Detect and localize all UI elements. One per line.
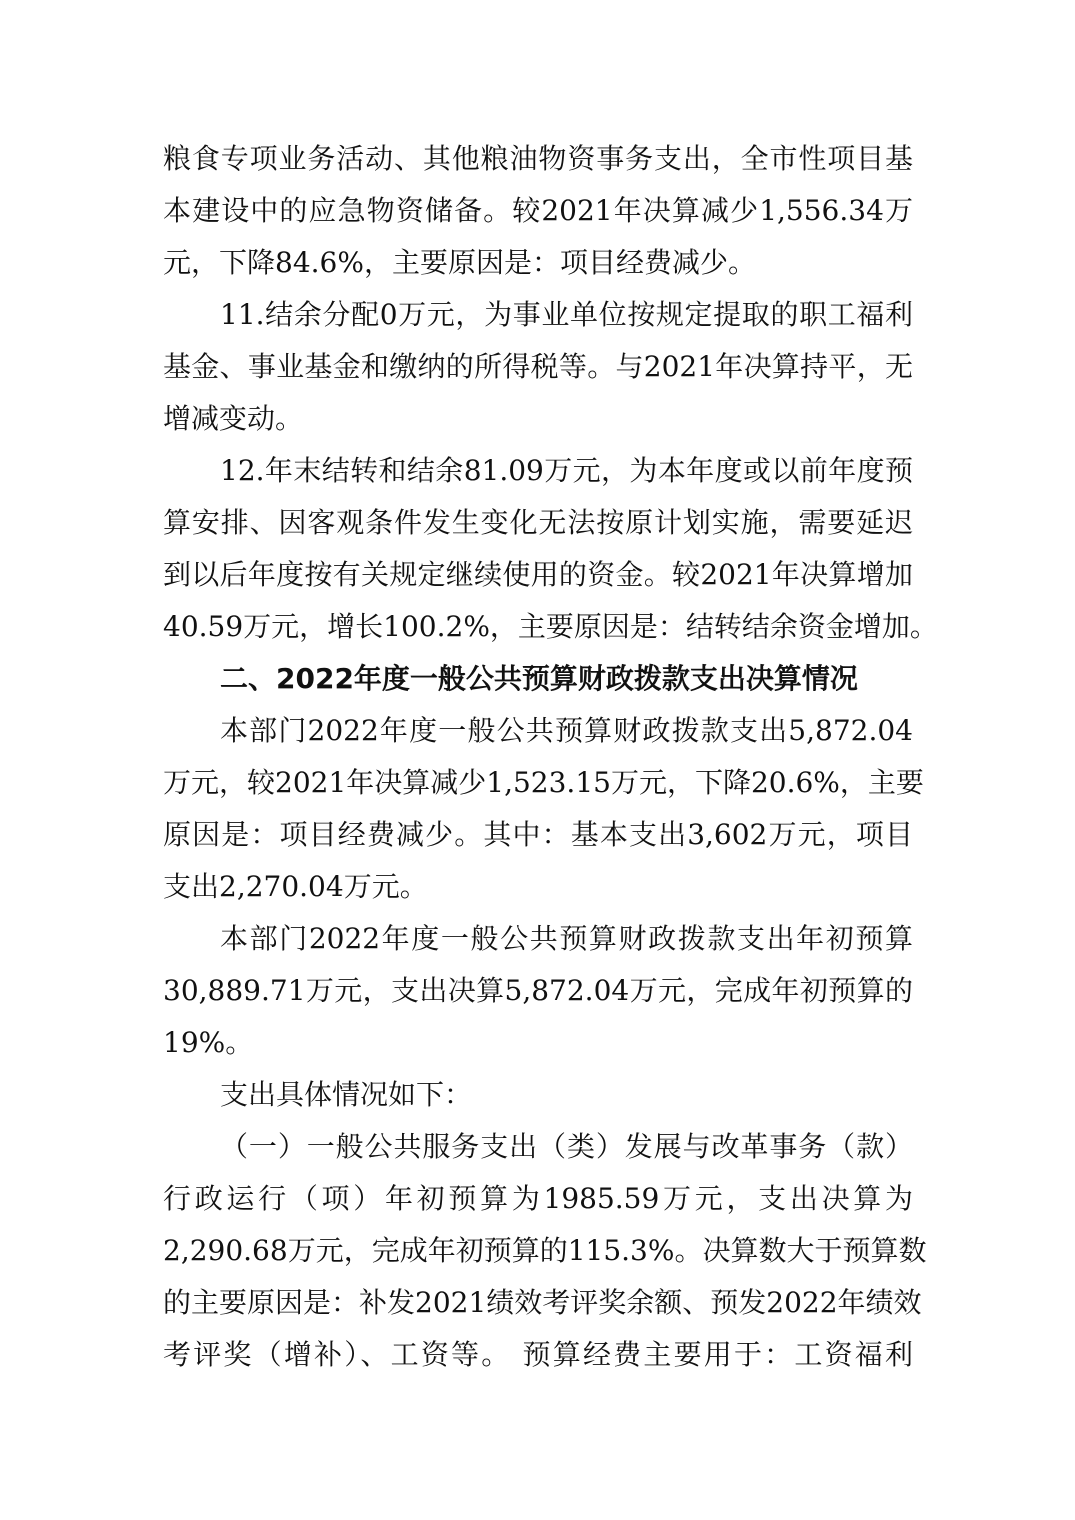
paragraph-line: 支出2,270.04万元。: [163, 870, 428, 903]
section-heading: 二、2022年度一般公共预算财政拨款支出决算情况: [220, 662, 858, 695]
paragraph-line: 支出具体情况如下：: [220, 1078, 473, 1111]
paragraph-line: 算安排、因客观条件发生变化无法按原计划实施，需要延迟: [163, 506, 913, 539]
paragraph-line: 的主要原因是：补发2021绩效考评奖余额、预发2022年绩效: [163, 1286, 922, 1319]
paragraph-line: 增减变动。: [163, 402, 304, 435]
paragraph-line: 基金、事业基金和缴纳的所得税等。与2021年决算持平，无: [163, 350, 913, 383]
paragraph-line: 本部门2022年度一般公共预算财政拨款支出年初预算: [220, 922, 913, 955]
paragraph-line: 本部门2022年度一般公共预算财政拨款支出5,872.04: [220, 714, 913, 747]
paragraph-line: 万元，较2021年决算减少1,523.15万元，下降20.6%，主要: [163, 766, 924, 799]
paragraph-line: 40.59万元，增长100.2%，主要原因是：结转结余资金增加。: [163, 610, 938, 643]
paragraph-line: 粮食专项业务活动、其他粮油物资事务支出，全市性项目基: [163, 142, 913, 175]
paragraph-line: 11.结余分配0万元，为事业单位按规定提取的职工福利: [220, 298, 913, 331]
paragraph-line: （一）一般公共服务支出（类）发展与改革事务（款）: [220, 1130, 913, 1163]
paragraph-line: 本建设中的应急物资储备。较2021年决算减少1,556.34万: [163, 194, 913, 227]
paragraph-line: 行政运行（项）年初预算为1985.59万元，支出决算为: [163, 1182, 913, 1215]
paragraph-line: 12.年末结转和结余81.09万元，为本年度或以前年度预: [220, 454, 913, 487]
paragraph-line: 2,290.68万元，完成年初预算的115.3%。决算数大于预算数: [163, 1234, 927, 1267]
paragraph-line: 到以后年度按有关规定继续使用的资金。较2021年决算增加: [163, 558, 913, 591]
paragraph-line: 30,889.71万元，支出决算5,872.04万元，完成年初预算的: [163, 974, 913, 1007]
paragraph-line: 考评奖（增补）、工资等。 预算经费主要用于：工资福利: [163, 1338, 913, 1371]
paragraph-line: 元，下降84.6%，主要原因是：项目经费减少。: [163, 246, 756, 279]
paragraph-line: 19%。: [163, 1026, 254, 1059]
paragraph-line: 原因是：项目经费减少。其中：基本支出3,602万元，项目: [163, 818, 913, 851]
